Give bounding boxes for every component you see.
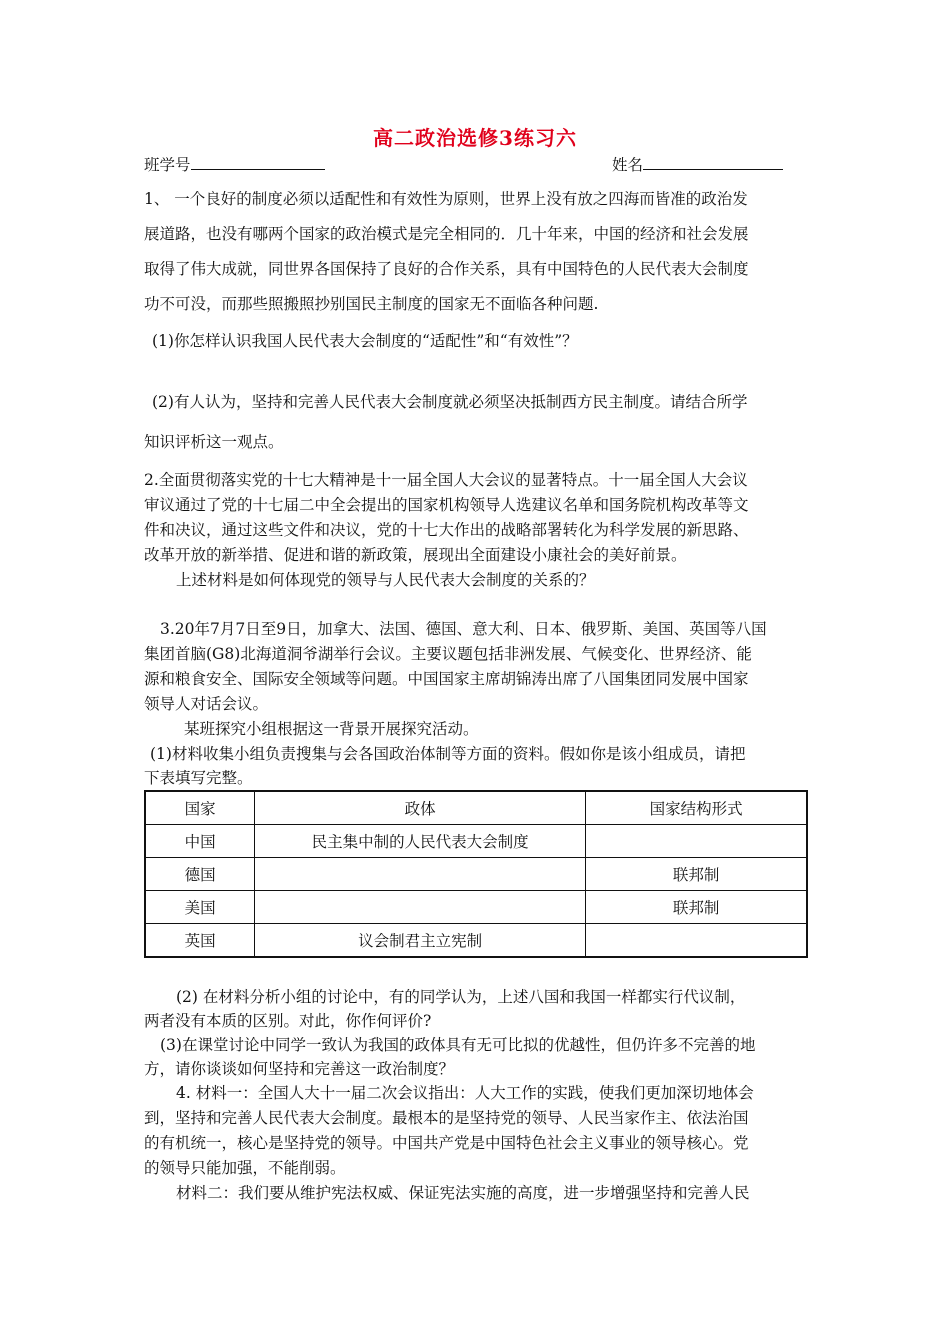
table-cell-structure: 联邦制 — [586, 858, 807, 891]
table-row — [145, 858, 807, 891]
table-cell-structure: 联邦制 — [586, 891, 807, 924]
q2-question: 上述材料是如何体现党的领导与人民代表大会制度的关系的？ — [176, 571, 595, 589]
q4-line: 的领导只能加强，不能削弱。 — [144, 1159, 346, 1177]
q2-line: 2.全面贯彻落实党的十七大精神是十一届全国人大会议的显著特点。十一届全国人大会议 — [144, 471, 748, 489]
class-number-label: 班学号 — [144, 156, 191, 174]
q3-sub2-line: 两者没有本质的区别。对此，你作何评价? — [144, 1012, 432, 1030]
table-cell-country: 美国 — [145, 891, 255, 924]
table-header-cell: 国家结构形式 — [586, 791, 807, 825]
q1-sub1: (1)你怎样认识我国人民代表大会制度的“适配性”和“有效性”？ — [152, 332, 578, 350]
table-cell-polity[interactable] — [255, 858, 586, 891]
table-cell-country: 英国 — [145, 924, 255, 958]
q3-line: 集团首脑(G8)北海道洞爷湖举行会议。主要议题包括非洲发展、气候变化、世界经济、能 — [144, 645, 752, 663]
name-label: 姓名 — [612, 156, 644, 174]
q3-line: 3.20年7月7日至9日，加拿大、法国、德国、意大利、日本、俄罗斯、美国、英国等八国 — [160, 620, 767, 638]
q3-sub1-line: 下表填写完整。 — [144, 769, 253, 787]
table-cell-country: 德国 — [145, 858, 255, 891]
table-cell-structure[interactable] — [586, 924, 807, 958]
q1-line: 功不可没，而那些照搬照抄别国民主制度的国家无不面临各种问题. — [144, 295, 599, 313]
q3-line: 领导人对话会议。 — [144, 695, 269, 713]
q3-sub3-line: 方，请你谈谈如何坚持和完善这一政治制度？ — [144, 1060, 455, 1078]
q3-line: 源和粮食安全、国际安全领域等问题。中国国家主席胡锦涛出席了八国集团同发展中国家 — [144, 670, 749, 688]
q3-sub3-line: (3)在课堂讨论中同学一致认为我国的政体具有无可比拟的优越性，但仍许多不完善的地 — [160, 1036, 756, 1054]
q3-sub1-line: (1)材料收集小组负责搜集与会各国政治体制等方面的资料。假如你是该小组成员，请把 — [150, 745, 746, 763]
table-row — [145, 924, 807, 958]
q4-line: 材料二：我们要从维护宪法权威、保证宪法实施的高度，进一步增强坚持和完善人民 — [176, 1184, 750, 1202]
table-header-cell: 国家 — [145, 791, 255, 825]
name-blank[interactable] — [643, 153, 783, 170]
q4-line: 4. 材料一：全国人大十一届二次会议指出：人大工作的实践，使我们更加深切地体会 — [176, 1084, 754, 1102]
polity-table — [144, 790, 808, 958]
table-row — [145, 825, 807, 858]
q1-sub2-line: 知识评析这一观点。 — [144, 433, 284, 451]
q2-line: 审议通过了党的十七届二中全会提出的国家机构领导人选建议名单和国务院机构改革等文 — [144, 496, 749, 514]
q3-sub2-line: (2) 在材料分析小组的讨论中，有的同学认为，上述八国和我国一样都实行代议制， — [176, 988, 746, 1006]
q1-line: 取得了伟大成就，同世界各国保持了良好的合作关系，具有中国特色的人民代表大会制度 — [144, 260, 749, 278]
table-row — [145, 891, 807, 924]
table-header-row — [145, 791, 807, 825]
class-number-blank[interactable] — [191, 153, 325, 170]
table-cell-structure[interactable] — [586, 825, 807, 858]
q2-line: 改革开放的新举措、促进和谐的新政策，展现出全面建设小康社会的美好前景。 — [144, 546, 687, 564]
q1-sub2-line: (2)有人认为，坚持和完善人民代表大会制度就必须坚决抵制西方民主制度。请结合所学 — [152, 393, 748, 411]
q4-line: 的有机统一，核心是坚持党的领导。中国共产党是中国特色社会主义事业的领导核心。党 — [144, 1134, 749, 1152]
q3-activity: 某班探究小组根据这一背景开展探究活动。 — [184, 720, 479, 738]
name-field — [612, 153, 783, 176]
table-cell-polity: 议会制君主立宪制 — [255, 924, 586, 958]
q4-line: 到，坚持和完善人民代表大会制度。最根本的是坚持党的领导、人民当家作主、依法治国 — [144, 1109, 749, 1127]
class-number-field — [144, 153, 325, 176]
q1-line: 1、 一个良好的制度必须以适配性和有效性为原则，世界上没有放之四海而皆准的政治发 — [144, 190, 748, 208]
table-cell-polity: 民主集中制的人民代表大会制度 — [255, 825, 586, 858]
page-title: 高二政治选修3练习六 — [373, 126, 577, 150]
q2-line: 件和决议，通过这些文件和决议，党的十七大作出的战略部署转化为科学发展的新思路、 — [144, 521, 749, 539]
table-cell-polity[interactable] — [255, 891, 586, 924]
q1-line: 展道路，也没有哪两个国家的政治模式是完全相同的．几十年来，中国的经济和社会发展 — [144, 225, 749, 243]
table-cell-country: 中国 — [145, 825, 255, 858]
table-header-cell: 政体 — [255, 791, 586, 825]
